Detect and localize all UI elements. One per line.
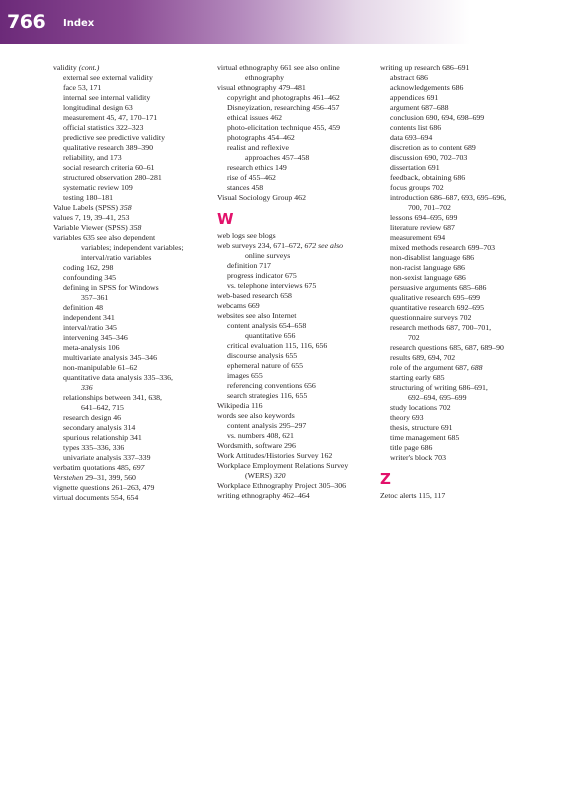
- index-subentry: [380, 183, 540, 193]
- entry-text: research ethics 149: [227, 163, 287, 172]
- entry-text: face 53, 171: [63, 83, 102, 92]
- entry-text: quantitative 656: [245, 331, 296, 340]
- index-subentry: [53, 183, 213, 193]
- entry-text: multivariate analysis 345–346: [63, 353, 157, 362]
- entry-text: discussion 690, 702–703: [390, 153, 468, 162]
- entry-text: values 7, 19, 39–41, 253: [53, 213, 130, 222]
- entry-text: univariate analysis 337–339: [63, 453, 151, 462]
- index-continuation: [217, 251, 377, 261]
- entry-italic: Verstehen: [53, 473, 84, 482]
- entry-text: meta-analysis 106: [63, 343, 120, 352]
- index-subentry: [380, 453, 540, 463]
- entry-text: independent 341: [63, 313, 115, 322]
- entry-text: content analysis 654–658: [227, 321, 307, 330]
- index-subentry: [53, 263, 213, 273]
- index-subentry: [380, 403, 540, 413]
- index-continuation: [380, 333, 540, 343]
- index-subentry: [217, 133, 377, 143]
- index-subentry: [53, 83, 213, 93]
- entry-text: non-racist language 686: [390, 263, 465, 272]
- entry-text: intervening 345–346: [63, 333, 128, 342]
- entry-text: visual ethnography 479–481: [217, 83, 306, 92]
- index-subentry: [380, 93, 540, 103]
- entry-text: predictive see predictive validity: [63, 133, 165, 142]
- entry-text: vs. telephone interviews 675: [227, 281, 317, 290]
- index-subentry: [53, 193, 213, 203]
- index-subentry: [53, 363, 213, 373]
- entry-text: data 693–694: [390, 133, 433, 142]
- entry-text: systematic review 109: [63, 183, 133, 192]
- index-continuation: [217, 471, 377, 481]
- index-subentry: [380, 363, 540, 373]
- index-subentry: [380, 373, 540, 383]
- index-subentry: [217, 123, 377, 133]
- index-subentry: [217, 431, 377, 441]
- entry-text: research questions 685, 687, 689–90: [390, 343, 504, 352]
- entry-text: interval/ratio 345: [63, 323, 117, 332]
- entry-text: Work Attitudes/Histories Survey 162: [217, 451, 333, 460]
- entry-text: lessons 694–695, 699: [390, 213, 458, 222]
- entry-text: interval/ratio variables: [81, 253, 152, 262]
- index-continuation: [53, 243, 213, 253]
- index-subentry: [380, 223, 540, 233]
- index-continuation: [217, 73, 377, 83]
- entry-text: official statistics 322–323: [63, 123, 144, 132]
- entry-text: ethical issues 462: [227, 113, 283, 122]
- entry-text: qualitative research 695–699: [390, 293, 481, 302]
- index-subentry: [53, 173, 213, 183]
- entry-text: thesis, structure 691: [390, 423, 453, 432]
- entry-text: confounding 345: [63, 273, 117, 282]
- index-subentry: [380, 443, 540, 453]
- entry-text: argument 687–688: [390, 103, 449, 112]
- entry-text: secondary analysis 314: [63, 423, 136, 432]
- index-entry: [217, 411, 377, 421]
- entry-text: structuring of writing 686–691,: [390, 383, 488, 392]
- section-letter: Z: [380, 470, 391, 488]
- entry-text: vs. numbers 408, 621: [227, 431, 294, 440]
- entry-text: Wikipedia 116: [217, 401, 263, 410]
- index-entry: [380, 491, 540, 501]
- index-entry: [217, 291, 377, 301]
- index-subentry: [53, 343, 213, 353]
- index-entry: [217, 461, 377, 471]
- entry-text: 641–642, 715: [81, 403, 124, 412]
- index-subentry: [53, 163, 213, 173]
- index-column-2: [217, 63, 377, 501]
- entry-text: virtual documents 554, 654: [53, 493, 139, 502]
- index-entry: [217, 193, 377, 203]
- entry-italic: 336: [81, 383, 93, 392]
- entry-text: defining in SPSS for Windows: [63, 283, 159, 292]
- entry-text: discourse analysis 655: [227, 351, 298, 360]
- entry-text: writer's block 703: [390, 453, 446, 462]
- index-entry: [53, 483, 213, 493]
- entry-text: writing ethnography 462–464: [217, 491, 310, 500]
- index-entry: [217, 241, 377, 251]
- index-subentry: [217, 351, 377, 361]
- index-entry: [217, 301, 377, 311]
- entry-text: study locations 702: [390, 403, 451, 412]
- entry-italic: 697: [132, 463, 145, 472]
- entry-text: quantitative data analysis 335–336,: [63, 373, 173, 382]
- entry-text: photo-elicitation technique 455, 459: [227, 123, 341, 132]
- index-entry: [53, 223, 213, 233]
- entry-text: measurement 694: [390, 233, 446, 242]
- index-subentry: [380, 173, 540, 183]
- entry-text: approaches 457–458: [245, 153, 310, 162]
- index-subentry: [53, 93, 213, 103]
- entry-text: 700, 701–702: [408, 203, 451, 212]
- entry-text: qualitative research 389–390: [63, 143, 154, 152]
- entry-text: referencing conventions 656: [227, 381, 316, 390]
- index-subentry: [217, 261, 377, 271]
- entry-text: verbatim quotations 485,: [53, 463, 133, 472]
- page-number: 766: [7, 11, 46, 33]
- section-letter: W: [217, 210, 234, 228]
- index-entry: [53, 463, 213, 473]
- index-subentry: [380, 303, 540, 313]
- entry-text: questionnaire surveys 702: [390, 313, 472, 322]
- index-continuation: [53, 403, 213, 413]
- index-subentry: [380, 153, 540, 163]
- index-subentry: [380, 233, 540, 243]
- index-column-1: [53, 63, 213, 503]
- entry-italic: 358: [119, 203, 132, 212]
- index-subentry: [380, 423, 540, 433]
- entry-pages: 29–31, 399, 560: [83, 473, 136, 482]
- entry-text: structured observation 280–281: [63, 173, 162, 182]
- index-subentry: [53, 113, 213, 123]
- entry-text: abstract 686: [390, 73, 428, 82]
- entry-text: progress indicator 675: [227, 271, 297, 280]
- index-subentry: [217, 143, 377, 153]
- entry-text: focus groups 702: [390, 183, 444, 192]
- index-subentry: [380, 193, 540, 203]
- entry-text: results 689, 694, 702: [390, 353, 456, 362]
- index-entry: [217, 231, 377, 241]
- entry-text: writing up research 686–691: [380, 63, 470, 72]
- index-subentry: [53, 313, 213, 323]
- index-subentry: [53, 373, 213, 383]
- index-entry: [53, 203, 213, 213]
- index-subentry: [217, 173, 377, 183]
- index-subentry: [217, 381, 377, 391]
- entry-text: literature review 687: [390, 223, 455, 232]
- page-title: Index: [63, 18, 95, 29]
- index-subentry: [53, 443, 213, 453]
- entry-text: rise of 455–462: [227, 173, 276, 182]
- entry-text: theory 693: [390, 413, 424, 422]
- entry-text: Workplace Ethnography Project 305–306: [217, 481, 347, 490]
- entry-text: relationships between 341, 638,: [63, 393, 162, 402]
- entry-text: social research criteria 60–61: [63, 163, 155, 172]
- index-subentry: [217, 163, 377, 173]
- index-entry: [217, 83, 377, 93]
- index-subentry: [53, 123, 213, 133]
- index-subentry: [380, 113, 540, 123]
- index-subentry: [217, 183, 377, 193]
- entry-text: vignette questions 261–263, 479: [53, 483, 155, 492]
- index-entry: [53, 63, 213, 73]
- index-entry: [217, 491, 377, 501]
- entry-text: dissertation 691: [390, 163, 440, 172]
- entry-italic: 358: [129, 223, 142, 232]
- index-subentry: [380, 343, 540, 353]
- entry-text: title page 686: [390, 443, 433, 452]
- entry-text: photographs 454–462: [227, 133, 295, 142]
- index-subentry: [380, 313, 540, 323]
- entry-text: non-manipulable 61–62: [63, 363, 138, 372]
- entry-text: Zetoc alerts 115, 117: [380, 491, 446, 500]
- entry-text: reliability, and 173: [63, 153, 122, 162]
- entry-text: webcams 669: [217, 301, 260, 310]
- index-subentry: [217, 361, 377, 371]
- entry-text: starting early 685: [390, 373, 445, 382]
- index-subentry: [53, 353, 213, 363]
- entry-text: realist and reflexive: [227, 143, 289, 152]
- entry-text: contents list 686: [390, 123, 442, 132]
- index-subentry: [217, 371, 377, 381]
- entry-text: spurious relationship 341: [63, 433, 142, 442]
- index-subentry: [217, 321, 377, 331]
- index-subentry: [380, 143, 540, 153]
- index-entry: [53, 213, 213, 223]
- entry-text: web-based research 658: [217, 291, 292, 300]
- entry-text: ephemeral nature of 655: [227, 361, 303, 370]
- index-subentry: [53, 73, 213, 83]
- index-entry: [53, 493, 213, 503]
- index-entry: [217, 63, 377, 73]
- index-subentry: [217, 421, 377, 431]
- entry-text: definition 717: [227, 261, 271, 270]
- entry-text: role of the argument 687,: [390, 363, 471, 372]
- entry-text: acknowledgements 686: [390, 83, 464, 92]
- index-continuation: [53, 253, 213, 263]
- entry-text: internal see internal validity: [63, 93, 151, 102]
- index-subentry: [380, 133, 540, 143]
- entry-text: stances 458: [227, 183, 264, 192]
- entry-text: search strategies 116, 655: [227, 391, 308, 400]
- entry-text: coding 162, 298: [63, 263, 114, 272]
- entry-text: variables 635 see also dependent: [53, 233, 156, 242]
- index-entry: [217, 481, 377, 491]
- entry-text: words see also keywords: [217, 411, 295, 420]
- index-subentry: [53, 133, 213, 143]
- index-continuation: [53, 293, 213, 303]
- entry-italic: 320: [273, 471, 286, 480]
- index-entry: [217, 451, 377, 461]
- index-continuation: [53, 383, 213, 393]
- entry-text: Workplace Employment Relations Survey: [217, 461, 349, 470]
- index-subentry: [217, 341, 377, 351]
- entry-text: research design 46: [63, 413, 122, 422]
- entry-text: testing 180–181: [63, 193, 114, 202]
- index-subentry: [217, 271, 377, 281]
- entry-text: mixed methods research 699–703: [390, 243, 496, 252]
- index-continuation: [380, 393, 540, 403]
- index-subentry: [380, 433, 540, 443]
- index-subentry: [380, 83, 540, 93]
- entry-text: online surveys: [245, 251, 291, 260]
- entry-italic: 672 see also: [304, 241, 344, 250]
- entry-text: Visual Sociology Group 462: [217, 193, 306, 202]
- index-entry: [53, 473, 213, 483]
- index-entry: [380, 63, 540, 73]
- entry-italic: 688: [470, 363, 483, 372]
- entry-italic: (cont.): [78, 63, 100, 72]
- entry-text: 357–361: [81, 293, 109, 302]
- entry-text: websites see also Internet: [217, 311, 297, 320]
- entry-text: introduction 686–687, 693, 695–696,: [390, 193, 507, 202]
- index-column-3: [380, 63, 540, 501]
- entry-text: validity: [53, 63, 79, 72]
- index-subentry: [217, 391, 377, 401]
- index-subentry: [380, 253, 540, 263]
- index-subentry: [53, 143, 213, 153]
- index-subentry: [380, 123, 540, 133]
- index-continuation: [217, 331, 377, 341]
- entry-text: quantitative research 692–695: [390, 303, 484, 312]
- index-subentry: [380, 353, 540, 363]
- index-entry: [217, 441, 377, 451]
- entry-text: measurement 45, 47, 170–171: [63, 113, 158, 122]
- entry-text: (WERS): [245, 471, 274, 480]
- index-subentry: [380, 243, 540, 253]
- entry-text: Disneyization, researching 456–457: [227, 103, 340, 112]
- index-subentry: [380, 283, 540, 293]
- entry-text: virtual ethnography 661 see also online: [217, 63, 340, 72]
- index-subentry: [380, 293, 540, 303]
- entry-text: ethnography: [245, 73, 284, 82]
- index-entry: [53, 233, 213, 243]
- index-subentry: [217, 113, 377, 123]
- entry-text: definition 48: [63, 303, 104, 312]
- index-subentry: [380, 163, 540, 173]
- entry-text: Variable Viewer (SPSS): [53, 223, 130, 232]
- index-subentry: [53, 273, 213, 283]
- entry-text: external see external validity: [63, 73, 153, 82]
- entry-text: conclusion 690, 694, 698–699: [390, 113, 485, 122]
- index-subentry: [380, 413, 540, 423]
- entry-text: Value Labels (SPSS): [53, 203, 120, 212]
- entry-text: images 655: [227, 371, 263, 380]
- index-subentry: [380, 383, 540, 393]
- entry-text: 692–694, 695–699: [408, 393, 467, 402]
- entry-text: non-disablist language 686: [390, 253, 475, 262]
- index-subentry: [380, 273, 540, 283]
- index-entry: [217, 311, 377, 321]
- entry-text: longitudinal design 63: [63, 103, 133, 112]
- entry-text: copyright and photographs 461–462: [227, 93, 340, 102]
- entry-text: feedback, obtaining 686: [390, 173, 466, 182]
- page-header: [0, 0, 574, 44]
- index-subentry: [53, 433, 213, 443]
- index-subentry: [380, 103, 540, 113]
- index-subentry: [217, 281, 377, 291]
- index-subentry: [380, 73, 540, 83]
- entry-text: time management 685: [390, 433, 460, 442]
- index-subentry: [53, 423, 213, 433]
- index-entry: [217, 401, 377, 411]
- entry-text: web surveys 234, 671–672,: [217, 241, 305, 250]
- index-subentry: [217, 93, 377, 103]
- index-subentry: [53, 303, 213, 313]
- index-subentry: [380, 213, 540, 223]
- index-continuation: [217, 153, 377, 163]
- index-subentry: [217, 103, 377, 113]
- entry-text: variables; independent variables;: [81, 243, 184, 252]
- index-subentry: [380, 263, 540, 273]
- entry-text: research methods 687, 700–701,: [390, 323, 492, 332]
- index-subentry: [380, 323, 540, 333]
- entry-text: persuasive arguments 685–686: [390, 283, 487, 292]
- index-subentry: [53, 453, 213, 463]
- index-subentry: [53, 413, 213, 423]
- entry-text: web logs see blogs: [217, 231, 276, 240]
- entry-text: critical evaluation 115, 116, 656: [227, 341, 328, 350]
- index-subentry: [53, 333, 213, 343]
- entry-text: Wordsmith, software 296: [217, 441, 296, 450]
- index-subentry: [53, 103, 213, 113]
- entry-text: appendices 691: [390, 93, 439, 102]
- entry-text: 702: [408, 333, 420, 342]
- index-subentry: [53, 393, 213, 403]
- entry-text: non-sexist language 686: [390, 273, 466, 282]
- entry-text: discretion as to content 689: [390, 143, 476, 152]
- index-subentry: [53, 153, 213, 163]
- index-continuation: [380, 203, 540, 213]
- index-subentry: [53, 283, 213, 293]
- entry-text: content analysis 295–297: [227, 421, 307, 430]
- index-subentry: [53, 323, 213, 333]
- entry-text: types 335–336, 336: [63, 443, 125, 452]
